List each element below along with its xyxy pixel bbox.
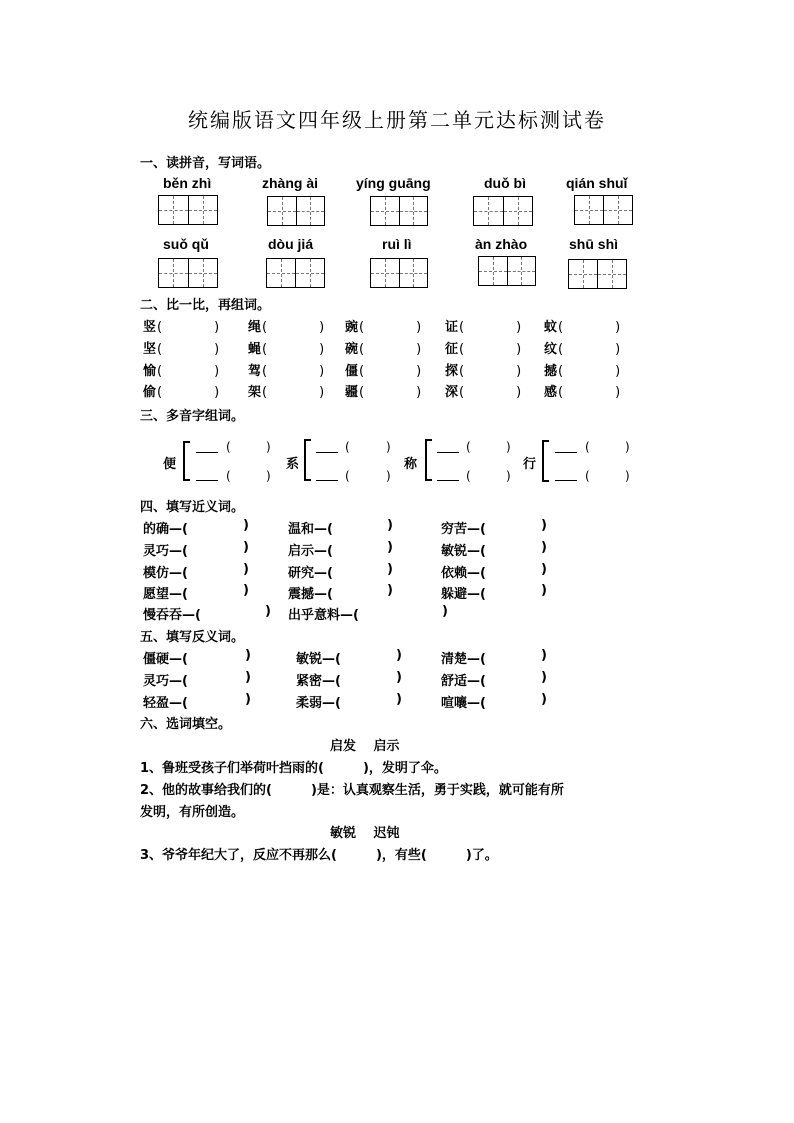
answer-blank[interactable]: ( ): [262, 385, 325, 400]
answer-blank[interactable]: ( ): [558, 342, 621, 357]
synonym-item: 依赖—(: [441, 566, 486, 581]
paren-close: ): [245, 648, 251, 663]
answer-blank[interactable]: ( ): [157, 364, 220, 379]
section-6-heading: 六、选词填空。: [140, 717, 232, 732]
paren-close: ): [266, 440, 271, 454]
question-3: 3、爷爷年纪大了，反应不再那么( )，有些( )了。: [140, 848, 498, 863]
compare-char: 征: [445, 342, 459, 357]
paren-close: ): [265, 604, 271, 619]
antonym-item: 柔弱—(: [296, 696, 341, 711]
section-3-heading: 三、多音字组词。: [140, 409, 245, 424]
paren-close: ): [541, 648, 547, 663]
synonym-item: 温和—(: [288, 522, 333, 537]
section-4-heading: 四、填写近义词。: [140, 500, 245, 515]
polyphone-char: 便: [163, 457, 177, 472]
compare-char: 僵: [345, 364, 359, 379]
compare-char: 愉: [143, 364, 157, 379]
antonym-item: 敏锐—(: [296, 652, 341, 667]
paren-close: ): [541, 518, 547, 533]
brace: [425, 439, 432, 481]
paren-close: ): [387, 583, 393, 598]
word-choices: 启发 启示: [330, 739, 400, 754]
compare-char: 蝇: [248, 342, 262, 357]
paren-close: ): [387, 540, 393, 555]
brace: [183, 441, 190, 481]
paren-close: ): [506, 469, 511, 483]
answer-blank[interactable]: ( ): [359, 320, 422, 335]
writing-grid[interactable]: [370, 258, 428, 288]
question-2: 2、他的故事给我们的( )是：认真观察生活，勇于实践，就可能有所: [140, 783, 564, 798]
paren-open: (: [226, 440, 231, 454]
paren-close: ): [243, 540, 249, 555]
answer-blank[interactable]: ( ): [359, 385, 422, 400]
synonym-item: 启示—(: [288, 544, 333, 559]
paren-open: (: [226, 469, 231, 483]
polyphone-char: 行: [523, 457, 537, 472]
paren-open: (: [466, 469, 471, 483]
paren-close: ): [386, 469, 391, 483]
answer-blank[interactable]: ( ): [558, 364, 621, 379]
answer-line[interactable]: [555, 452, 577, 453]
synonym-item: 的确—(: [143, 522, 188, 537]
paren-open: (: [466, 440, 471, 454]
compare-char: 架: [248, 385, 262, 400]
pinyin-7: dòu jiá: [268, 236, 314, 252]
pinyin-10: shū shì: [569, 236, 619, 252]
paren-close: ): [442, 604, 448, 619]
paren-close: ): [243, 518, 249, 533]
paren-close: ): [386, 440, 391, 454]
compare-char: 纹: [544, 342, 558, 357]
paren-open: (: [585, 469, 590, 483]
paren-close: ): [541, 540, 547, 555]
writing-grid[interactable]: [266, 258, 325, 288]
synonym-item: 愿望—(: [143, 587, 188, 602]
compare-char: 碗: [345, 342, 359, 357]
paren-close: ): [396, 648, 402, 663]
answer-line[interactable]: [196, 480, 218, 481]
answer-blank[interactable]: ( ): [459, 342, 522, 357]
writing-grid[interactable]: [370, 196, 428, 226]
antonym-item: 喧嚷—(: [441, 696, 486, 711]
compare-char: 感: [544, 385, 558, 400]
writing-grid[interactable]: [267, 196, 325, 226]
compare-char: 驾: [248, 364, 262, 379]
paren-close: ): [625, 469, 630, 483]
writing-grid[interactable]: [568, 259, 627, 289]
writing-grid[interactable]: [473, 196, 533, 226]
pinyin-2: zhàng ài: [262, 175, 319, 191]
paren-open: (: [345, 440, 350, 454]
paren-close: ): [625, 440, 630, 454]
answer-blank[interactable]: ( ): [359, 364, 422, 379]
synonym-item: 出乎意料—(: [288, 608, 359, 623]
answer-line[interactable]: [316, 480, 338, 481]
answer-line[interactable]: [437, 452, 459, 453]
answer-blank[interactable]: ( ): [262, 320, 325, 335]
synonym-item: 研究—(: [288, 566, 333, 581]
section-5-heading: 五、填写反义词。: [140, 630, 245, 645]
synonym-item: 震撼—(: [288, 587, 333, 602]
compare-char: 撼: [544, 364, 558, 379]
pinyin-1: běn zhì: [163, 175, 212, 191]
writing-grid[interactable]: [478, 256, 536, 286]
answer-blank[interactable]: ( ): [459, 320, 522, 335]
answer-blank[interactable]: ( ): [558, 320, 621, 335]
synonym-item: 模仿—(: [143, 566, 188, 581]
answer-line[interactable]: [196, 452, 218, 453]
pinyin-5: qián shuǐ: [566, 175, 628, 191]
paren-close: ): [245, 670, 251, 685]
paren-close: ): [541, 692, 547, 707]
pinyin-8: ruì lì: [382, 236, 412, 252]
pinyin-9: àn zhào: [475, 236, 528, 252]
polyphone-char: 称: [404, 457, 418, 472]
answer-blank[interactable]: ( ): [459, 385, 522, 400]
paren-close: ): [243, 562, 249, 577]
paren-close: ): [506, 440, 511, 454]
question-1: 1、鲁班受孩子们举荷叶挡雨的( )，发明了伞。: [140, 761, 447, 776]
brace: [304, 439, 311, 481]
compare-char: 疆: [345, 385, 359, 400]
compare-char: 证: [445, 320, 459, 335]
paren-close: ): [396, 670, 402, 685]
answer-blank[interactable]: ( ): [157, 320, 220, 335]
paren-close: ): [541, 583, 547, 598]
antonym-item: 灵巧—(: [143, 674, 188, 689]
compare-char: 蚊: [544, 320, 558, 335]
synonym-item: 躲避—(: [441, 587, 486, 602]
compare-char: 竖: [143, 320, 157, 335]
synonym-item: 灵巧—(: [143, 544, 188, 559]
answer-line[interactable]: [555, 480, 577, 481]
paren-close: ): [387, 518, 393, 533]
answer-blank[interactable]: ( ): [262, 364, 325, 379]
antonym-item: 僵硬—(: [143, 652, 188, 667]
page-title: 统编版语文四年级上册第二单元达标测试卷: [188, 108, 606, 132]
pinyin-6: suǒ qǔ: [163, 236, 209, 252]
antonym-item: 紧密—(: [296, 674, 341, 689]
synonym-item: 穷苦—(: [441, 522, 486, 537]
paren-open: (: [585, 440, 590, 454]
paren-close: ): [387, 562, 393, 577]
writing-grid[interactable]: [158, 195, 218, 225]
compare-char: 深: [445, 385, 459, 400]
writing-grid[interactable]: [574, 195, 633, 225]
answer-line[interactable]: [316, 452, 338, 453]
question-2-continued: 发明，有所创造。: [140, 805, 245, 820]
paren-close: ): [541, 670, 547, 685]
pinyin-4: duǒ bì: [484, 175, 526, 191]
answer-blank[interactable]: ( ): [157, 342, 220, 357]
brace: [542, 440, 549, 482]
compare-char: 绳: [248, 320, 262, 335]
antonym-item: 清楚—(: [441, 652, 486, 667]
paren-close: ): [396, 692, 402, 707]
antonym-item: 轻盈—(: [143, 696, 188, 711]
paren-open: (: [345, 469, 350, 483]
compare-char: 豌: [345, 320, 359, 335]
section-2-heading: 二、比一比，再组词。: [140, 298, 271, 313]
answer-line[interactable]: [437, 480, 459, 481]
antonym-item: 舒适—(: [441, 674, 486, 689]
answer-blank[interactable]: ( ): [359, 342, 422, 357]
answer-blank[interactable]: ( ): [262, 342, 325, 357]
compare-char: 偷: [143, 385, 157, 400]
compare-char: 探: [445, 364, 459, 379]
answer-blank[interactable]: ( ): [459, 364, 522, 379]
paren-close: ): [245, 692, 251, 707]
synonym-item: 慢吞吞—(: [143, 608, 201, 623]
paren-close: ): [541, 562, 547, 577]
polyphone-char: 系: [286, 457, 300, 472]
answer-blank[interactable]: ( ): [157, 385, 220, 400]
synonym-item: 敏锐—(: [441, 544, 486, 559]
paren-close: ): [266, 469, 271, 483]
writing-grid[interactable]: [158, 258, 218, 288]
word-choices: 敏锐 迟钝: [330, 826, 400, 841]
answer-blank[interactable]: ( ): [558, 385, 621, 400]
paren-close: ): [243, 583, 249, 598]
pinyin-3: yíng guāng: [356, 175, 431, 191]
section-1-heading: 一、读拼音，写词语。: [140, 156, 271, 171]
compare-char: 坚: [143, 342, 157, 357]
